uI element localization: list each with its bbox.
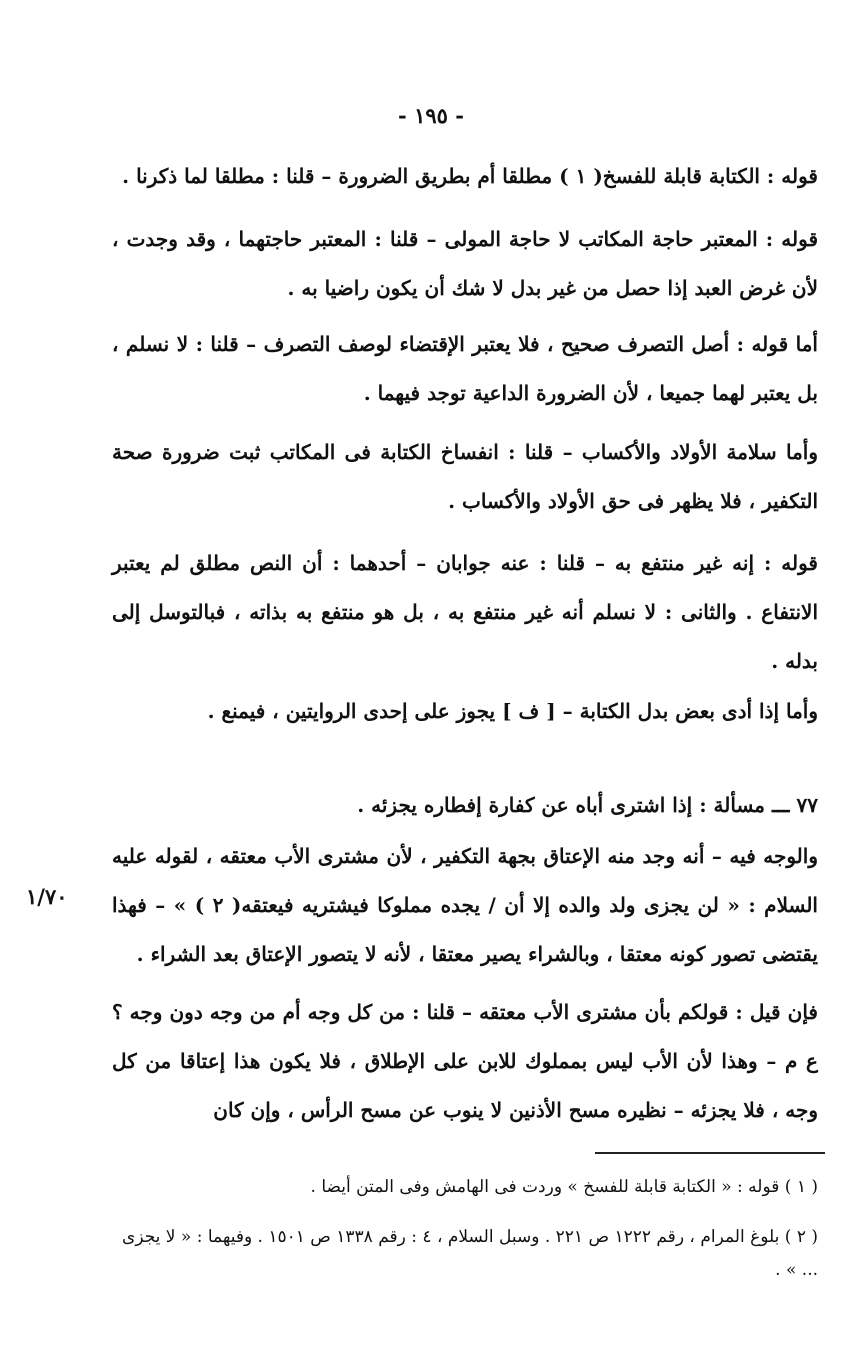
footnote: ( ٢ ) بلوغ المرام ، رقم ١٢٢٢ ص ٢٢١ . وسبل السلام ، ٤ : رقم ١٣٣٨ ص ١٥٠١ . وفيهما : « لا يجزى ... » . — [122, 1227, 818, 1280]
paragraph: وأما إذا أدى بعض بدل الكتابة – [ ف ] يجوز على إحدى الروايتين ، فيمنع . — [207, 699, 818, 723]
footnote-divider — [595, 1152, 825, 1154]
paragraph: وأما سلامة الأولاد والأكساب – قلنا : انفساخ الكتابة فى المكاتب ثبت ضرورة صحة التكفير ، فلا يظهر فى حق الأولاد والأكساب . — [112, 440, 818, 513]
paragraph: قوله : المعتبر حاجة المكاتب لا حاجة المولى – قلنا : المعتبر حاجتهما ، وقد وجدت ، لأن غرض العبد إذا حصل من غير بدل لا شك أن يكون راضيا به . — [112, 227, 818, 300]
paragraph: فإن قيل : قولكم بأن مشترى الأب معتقه – قلنا : من كل وجه أم من وجه دون وجه ؟ ع م – وهذا لأن الأب ليس بمملوك للابن على الإطلاق ، فلا يكون هذا إعتاقا من كل وجه ، فلا يجزئه – نظيره مسح الأذنين لا ينوب عن مسح الرأس ، وإن كان — [112, 1000, 818, 1122]
page-number: - ١٩٥ - — [398, 103, 464, 128]
issue-heading: ٧٧ ـــ مسألة : إذا اشترى أباه عن كفارة إفطاره يجزئه . — [357, 793, 818, 817]
paragraph: قوله : الكتابة قابلة للفسخ( ١ ) مطلقا أم بطريق الضرورة – قلنا : مطلقا لما ذكرنا . — [122, 164, 818, 188]
paragraph: والوجه فيه – أنه وجد منه الإعتاق بجهة التكفير ، لأن مشترى الأب معتقه ، لقوله عليه السلام : « لن يجزى ولد والده إلا أن / يجده مملوكا فيشتريه فيعتقه( ٢ ) » – فهذا يقتضى تصور كونه معتقا ، وبالشراء يصير معتقا ، لأنه لا يتصور الإعتاق بعد الشراء . — [112, 844, 818, 966]
paragraph: قوله : إنه غير منتفع به – قلنا : عنه جوابان – أحدهما : أن النص مطلق لم يعتبر الانتفاع . والثانى : لا نسلم أنه غير منتفع به ، بل هو منتفع به بذاته ، فبالتوسل إلى بدله . — [112, 551, 818, 673]
manuscript-folio-note: ١/٧٠ — [26, 884, 68, 909]
paragraph: أما قوله : أصل التصرف صحيح ، فلا يعتبر الإقتضاء لوصف التصرف – قلنا : لا نسلم ، بل يعتبر لهما جميعا ، لأن الضرورة الداعية توجد فيهما . — [112, 332, 818, 405]
footnote: ( ١ ) قوله : « الكتابة قابلة للفسخ » وردت فى الهامش وفى المتن أيضا . — [310, 1177, 818, 1197]
